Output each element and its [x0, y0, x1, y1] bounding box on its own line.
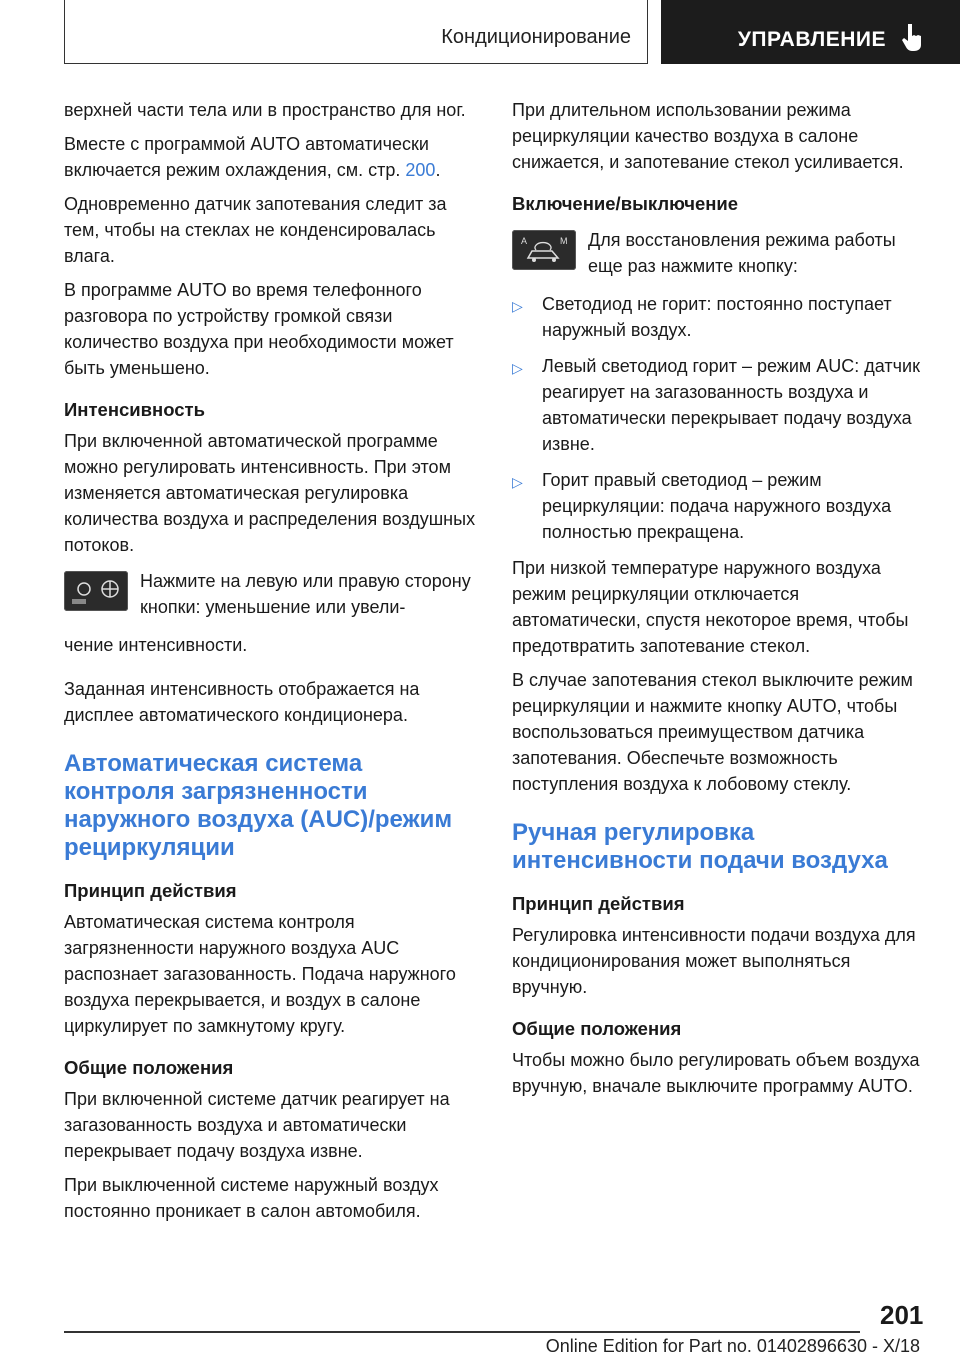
list-item	[512, 353, 926, 457]
paragraph: Регулировка интенсивности подачи воздуха для кондиционирования может выполняться вручную.	[512, 925, 916, 997]
fan-button-row	[64, 568, 478, 620]
recirculation-button-image	[512, 230, 576, 270]
list-item-text: Горит правый светодиод – режим рециркуляции: подача наружного воздуха полностью прекращена.	[542, 470, 892, 542]
text: .	[435, 160, 441, 180]
pointing-hand-icon	[900, 22, 926, 52]
heading-auc: Автоматическая система контроля загрязненности наружного воздуха (AUC)/режим рециркуляции	[64, 750, 453, 861]
fan-icon	[64, 571, 128, 611]
triangle-bullet-icon: ▷	[512, 298, 523, 314]
paragraph: При выключенной системе наружный воздух постоянно проникает в салон автомобиля.	[64, 1175, 439, 1221]
fan-intensity-button-image	[64, 571, 128, 611]
heading-principle: Принцип действия	[512, 893, 685, 914]
header-chapter-title: УПРАВЛЕНИЕ	[737, 28, 886, 51]
paragraph: В случае запотевания стекол выключите режим рециркуляции и нажмите кнопку AUTO, чтобы воспользоваться преимуществом датчика запотевания. Обеспечьте возможность поступления воздуха к лобовому стеклу.	[512, 670, 913, 794]
list-item	[512, 291, 926, 343]
led-state-list	[512, 291, 926, 545]
footer-divider	[64, 1331, 860, 1333]
heading-intensity: Интенсивность	[64, 399, 205, 420]
page-link[interactable]: 200	[405, 160, 436, 180]
fan-button-text: Нажмите на левую или правую сторону кнопки: уменьшение или увели-	[140, 571, 471, 617]
header-chapter-box	[661, 0, 960, 64]
triangle-bullet-icon: ▷	[512, 474, 523, 490]
triangle-bullet-icon: ▷	[512, 360, 523, 376]
paragraph: При длительном использовании режима рециркуляции качество воздуха в салоне снижается, и запотевание стекол усиливается.	[512, 100, 904, 172]
paragraph: верхней части тела или в пространство для ног.	[64, 100, 466, 120]
footer-edition: Online Edition for Part no. 01402896630 - X/18	[545, 1336, 920, 1356]
paragraph: Одновременно датчик запотевания следит за тем, чтобы на стеклах не конденсировалась влага.	[64, 194, 447, 266]
list-item	[512, 467, 926, 545]
text: Вместе с программой AUTO автоматически включается режим охлаждения, см. стр.	[64, 134, 429, 180]
list-item-text: Левый светодиод горит – режим AUC: датчик реагирует на загазованность воздуха и автоматически перекрывает подачу воздуха извне.	[542, 356, 920, 454]
header-section-box	[64, 0, 648, 64]
heading-principle: Принцип действия	[64, 880, 237, 901]
paragraph: Заданная интенсивность отображается на дисплее автоматического кондиционера.	[64, 679, 420, 725]
heading-manual: Ручная регулировка интенсивности подачи воздуха	[512, 819, 888, 874]
page-number: 201	[880, 1300, 924, 1330]
heading-onoff: Включение/выключение	[512, 193, 739, 214]
heading-general: Общие положения	[64, 1057, 234, 1078]
list-item-text: Светодиод не горит: постоянно поступает наружный воздух.	[542, 294, 892, 340]
car-recirculation-icon	[512, 230, 576, 270]
recirc-button-text: Для восстановления режима работы еще раз нажмите кнопку:	[588, 230, 896, 276]
paragraph: При включенной автоматической программе можно регулировать интенсивность. При этом изменяется автоматическая регулировка количества воздуха и распределения воздушных потоков.	[64, 431, 476, 555]
svg-text:M: M	[560, 236, 568, 246]
svg-text:A: A	[521, 236, 528, 246]
paragraph: Автоматическая система контроля загрязненности наружного воздуха AUC распознает загазованность. Подача наружного воздуха перекрывается, и воздух в салоне циркулирует по замкнутому кругу.	[64, 912, 456, 1036]
paragraph	[64, 131, 478, 183]
heading-general: Общие положения	[512, 1018, 682, 1039]
recirc-button-row	[512, 227, 926, 279]
left-column	[64, 97, 478, 1232]
paragraph: В программе AUTO во время телефонного разговора по устройству громкой связи количество воздуха при необходимости может быть уменьшено.	[64, 280, 454, 378]
paragraph: чение интенсивности.	[64, 635, 248, 655]
paragraph: При включенной системе датчик реагирует на загазованность воздуха и автоматически перекрывает подачу воздуха извне.	[64, 1089, 450, 1161]
paragraph: Чтобы можно было регулировать объем воздуха вручную, вначале выключите программу AUTO.	[512, 1050, 920, 1096]
header-section-title: Кондиционирование	[441, 26, 631, 48]
paragraph: При низкой температуре наружного воздуха режим рециркуляции отключается автоматически, спустя некоторое время, чтобы предотвратить запотевание стекол.	[512, 558, 909, 656]
right-column	[512, 97, 926, 1107]
